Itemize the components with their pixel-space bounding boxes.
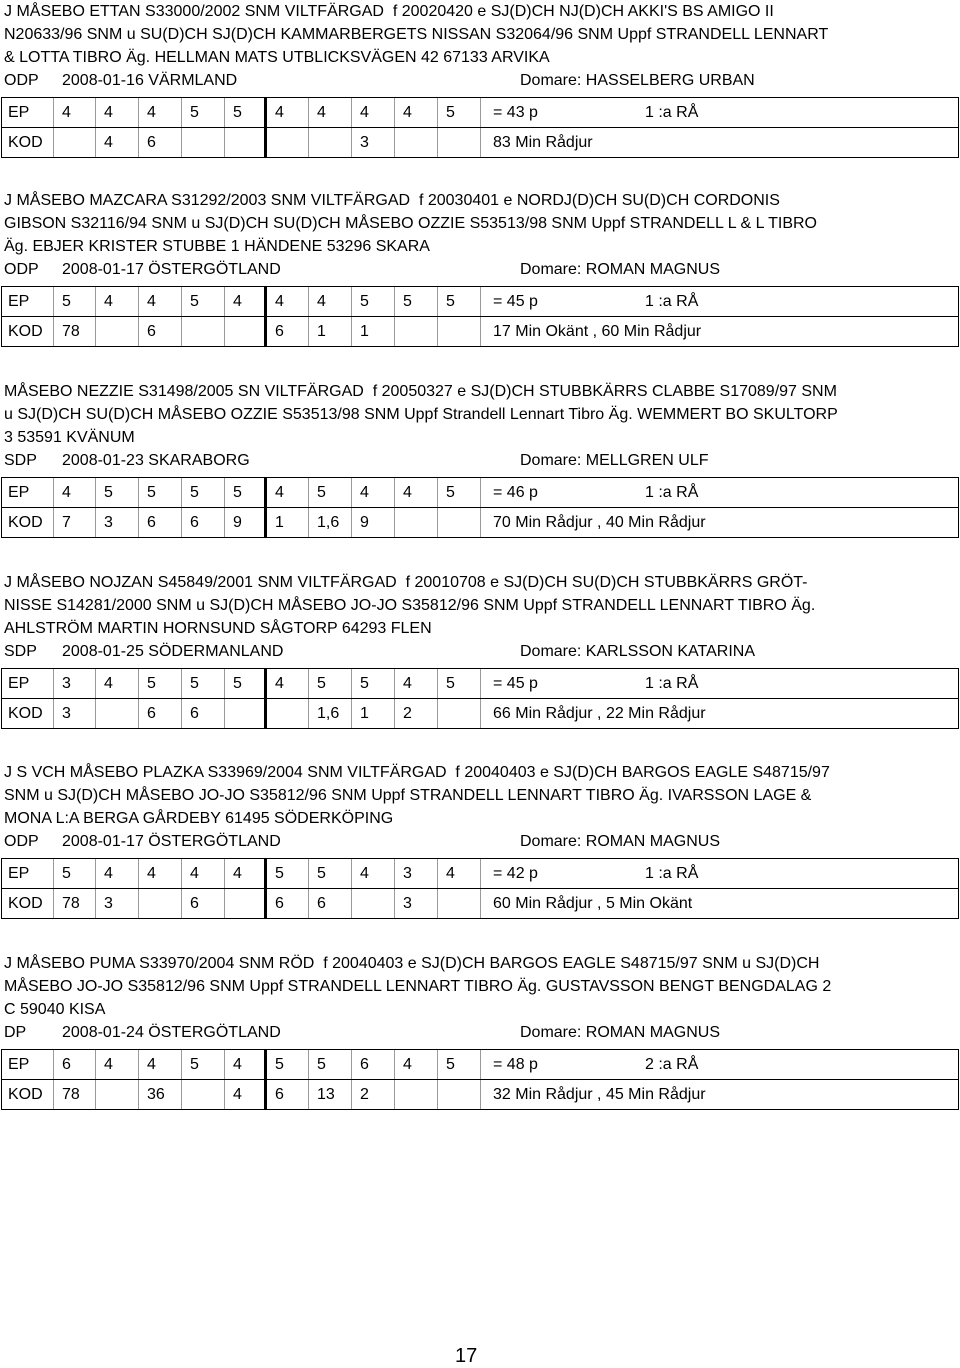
score-cell: 4 [96,128,139,158]
ep-summary-cell [481,669,959,699]
score-cell: 2 [352,1080,395,1110]
score-cell: 3 [395,889,438,919]
score-cell [395,128,438,158]
score-cell: 5 [225,98,266,128]
score-cell: 5 [309,1050,352,1080]
row-label: EP [2,287,54,317]
score-cell: 5 [225,669,266,699]
ep-total: = 43 p [493,103,538,121]
score-cell: 1 [352,317,395,347]
score-cell: 5 [266,1050,309,1080]
dog-result-entry [0,380,960,538]
score-cell: 4 [395,478,438,508]
score-cell: 5 [225,478,266,508]
score-cell: 5 [139,478,182,508]
score-cell [225,699,266,729]
judge-name: Domare: KARLSSON KATARINA [520,643,756,660]
score-cell: 13 [309,1080,352,1110]
score-cell: 4 [225,1080,266,1110]
score-cell: 4 [54,98,96,128]
score-cell: 5 [309,859,352,889]
score-cell: 4 [96,859,139,889]
score-cell [266,699,309,729]
score-cell: 5 [309,478,352,508]
kod-row [2,508,959,538]
score-cell: 4 [352,478,395,508]
score-cell [182,317,225,347]
judge-name: Domare: ROMAN MAGNUS [520,833,721,850]
ep-row [2,1050,959,1080]
score-cell: 5 [54,287,96,317]
row-label: EP [2,669,54,699]
score-cell: 4 [352,98,395,128]
score-cell [438,128,481,158]
score-cell: 5 [309,669,352,699]
trial-class: SDP [4,452,37,469]
score-cell: 4 [182,859,225,889]
score-cell: 5 [352,287,395,317]
kod-note: 66 Min Rådjur , 22 Min Rådjur [481,699,959,729]
row-label: EP [2,98,54,128]
ep-row [2,478,959,508]
score-cell [352,889,395,919]
judge-name: Domare: ROMAN MAGNUS [520,1024,721,1041]
score-cell: 4 [266,287,309,317]
score-cell: 5 [438,669,481,699]
score-cell: 9 [352,508,395,538]
score-cell: 6 [139,128,182,158]
judge-name: Domare: ROMAN MAGNUS [520,261,721,278]
score-cell: 3 [54,699,96,729]
score-cell: 5 [182,669,225,699]
dog-pedigree-text: J MÅSEBO NOJZAN S45849/2001 SNM VILTFÄRGAD f 20010708 e SJ(D)CH SU(D)CH STUBBKÄRRS GRÖT- NISSE S14281/2000 SNM u SJ(D)CH MÅSEBO JO-JO S35812/96 SNM Uppf STRANDELL LENNART TIBRO Äg. AHLSTRÖM MARTIN HORNSUND SÅGTORP 64293 FLEN [4,574,816,637]
ep-summary-cell [481,1050,959,1080]
trial-date-region: 2008-01-23 SKARABORG [62,452,250,469]
score-cell [182,1080,225,1110]
score-cell [96,317,139,347]
score-cell: 4 [139,98,182,128]
score-cell: 3 [54,669,96,699]
score-cell: 5 [438,1050,481,1080]
score-table [1,1049,959,1110]
row-label: KOD [2,317,54,347]
score-cell: 4 [266,478,309,508]
dog-result-entry [0,0,960,158]
score-cell: 1 [309,317,352,347]
score-cell: 6 [266,317,309,347]
score-cell: 1,6 [309,508,352,538]
score-cell: 4 [395,1050,438,1080]
score-cell: 4 [139,859,182,889]
kod-note: 70 Min Rådjur , 40 Min Rådjur [481,508,959,538]
score-cell: 4 [54,478,96,508]
score-cell: 78 [54,889,96,919]
score-cell [395,317,438,347]
score-cell [96,1080,139,1110]
score-cell [395,508,438,538]
score-cell [225,889,266,919]
score-cell: 5 [438,478,481,508]
score-cell: 4 [96,1050,139,1080]
score-cell [395,1080,438,1110]
score-cell: 3 [395,859,438,889]
score-cell: 4 [139,1050,182,1080]
score-cell [266,128,309,158]
score-cell: 6 [182,889,225,919]
dog-result-entry [0,189,960,347]
trial-date-region: 2008-01-24 ÖSTERGÖTLAND [62,1024,281,1041]
score-cell: 4 [96,669,139,699]
score-cell: 2 [395,699,438,729]
score-cell: 1 [352,699,395,729]
score-cell [182,128,225,158]
score-cell: 5 [182,1050,225,1080]
trial-meta-row [0,830,960,853]
trial-date-region: 2008-01-16 VÄRMLAND [62,72,238,89]
ep-total: = 48 p [493,1055,538,1073]
score-cell: 4 [96,98,139,128]
score-cell: 1 [266,508,309,538]
kod-row [2,699,959,729]
score-cell: 6 [182,699,225,729]
score-cell: 4 [139,287,182,317]
trial-date-region: 2008-01-17 ÖSTERGÖTLAND [62,261,281,278]
score-table [1,286,959,347]
ep-summary-cell [481,98,959,128]
trial-meta-row [0,1021,960,1044]
score-table [1,668,959,729]
score-cell [139,889,182,919]
ep-prize: 1 :a RÅ [645,483,699,501]
ep-row [2,669,959,699]
score-table [1,97,959,158]
judge-name: Domare: HASSELBERG URBAN [520,72,755,89]
score-cell [309,128,352,158]
ep-total: = 45 p [493,292,538,310]
score-cell: 9 [225,508,266,538]
trial-class: ODP [4,261,39,278]
score-cell: 36 [139,1080,182,1110]
ep-prize: 1 :a RÅ [645,103,699,121]
score-cell: 4 [309,287,352,317]
score-cell: 6 [182,508,225,538]
score-cell: 4 [266,98,309,128]
score-cell: 6 [352,1050,395,1080]
score-cell: 6 [266,1080,309,1110]
ep-row [2,859,959,889]
trial-meta-row [0,449,960,472]
trial-class: ODP [4,833,39,850]
kod-row [2,317,959,347]
row-label: KOD [2,699,54,729]
score-cell: 4 [96,287,139,317]
score-cell: 4 [225,287,266,317]
score-cell: 4 [309,98,352,128]
dog-result-entry [0,571,960,729]
score-cell: 6 [54,1050,96,1080]
ep-row [2,287,959,317]
score-cell: 5 [438,287,481,317]
score-cell: 78 [54,1080,96,1110]
score-cell: 5 [266,859,309,889]
score-cell: 5 [352,669,395,699]
kod-note: 83 Min Rådjur [481,128,959,158]
score-cell: 5 [139,669,182,699]
trial-meta-row [0,69,960,92]
dog-pedigree-text: J S VCH MÅSEBO PLAZKA S33969/2004 SNM VILTFÄRGAD f 20040403 e SJ(D)CH BARGOS EAGLE S48715/97 SNM u SJ(D)CH MÅSEBO JO-JO S35812/96 SNM Uppf STRANDELL LENNART TIBRO Äg. IVARSSON LAGE & MONA L:A BERGA GÅRDEBY 61495 SÖDERKÖPING [4,764,830,827]
row-label: KOD [2,1080,54,1110]
ep-prize: 1 :a RÅ [645,292,699,310]
dog-result-entry [0,952,960,1110]
kod-row [2,128,959,158]
trial-class: ODP [4,72,39,89]
ep-prize: 1 :a RÅ [645,864,699,882]
score-table [1,858,959,919]
ep-summary-cell [481,478,959,508]
row-label: EP [2,1050,54,1080]
score-cell [438,1080,481,1110]
score-cell: 1,6 [309,699,352,729]
page-number: 17 [455,1345,478,1367]
score-cell: 5 [54,859,96,889]
score-cell: 5 [395,287,438,317]
ep-prize: 1 :a RÅ [645,674,699,692]
ep-total: = 46 p [493,483,538,501]
trial-meta-row [0,258,960,281]
score-cell: 4 [266,669,309,699]
score-cell: 5 [438,98,481,128]
ep-total: = 42 p [493,864,538,882]
ep-summary-cell [481,859,959,889]
score-cell [96,699,139,729]
kod-note: 17 Min Okänt , 60 Min Rådjur [481,317,959,347]
score-cell: 3 [96,508,139,538]
ep-summary-cell [481,287,959,317]
score-cell: 4 [395,669,438,699]
row-label: KOD [2,128,54,158]
row-label: EP [2,859,54,889]
score-cell: 4 [395,98,438,128]
dog-pedigree-text: J MÅSEBO PUMA S33970/2004 SNM RÖD f 20040403 e SJ(D)CH BARGOS EAGLE S48715/97 SNM u SJ(D)CH MÅSEBO JO-JO S35812/96 SNM Uppf STRANDELL LENNART TIBRO Äg. GUSTAVSSON BENGT BENGDALAG 2 C 59040 KISA [4,955,832,1018]
score-cell [438,889,481,919]
score-cell: 5 [182,287,225,317]
score-cell: 6 [139,508,182,538]
row-label: KOD [2,889,54,919]
kod-note: 32 Min Rådjur , 45 Min Rådjur [481,1080,959,1110]
row-label: KOD [2,508,54,538]
trial-class: DP [4,1024,27,1041]
dog-pedigree-text: J MÅSEBO ETTAN S33000/2002 SNM VILTFÄRGAD f 20020420 e SJ(D)CH NJ(D)CH AKKI'S BS AMIGO II N20633/96 SNM u SU(D)CH SJ(D)CH KAMMARBERGETS NISSAN S32064/96 SNM Uppf STRANDELL LENNART & LOTTA TIBRO Äg. HELLMAN MATS UTBLICKSVÄGEN 42 67133 ARVIKA [4,3,829,66]
score-cell: 78 [54,317,96,347]
kod-note: 60 Min Rådjur , 5 Min Okänt [481,889,959,919]
score-cell: 6 [139,317,182,347]
score-cell [54,128,96,158]
score-cell: 4 [352,859,395,889]
score-cell: 6 [139,699,182,729]
score-cell [438,317,481,347]
kod-row [2,1080,959,1110]
score-cell: 5 [182,478,225,508]
trial-date-region: 2008-01-25 SÖDERMANLAND [62,643,284,660]
score-cell: 3 [96,889,139,919]
trial-class: SDP [4,643,37,660]
dog-pedigree-text: J MÅSEBO MAZCARA S31292/2003 SNM VILTFÄRGAD f 20030401 e NORDJ(D)CH SU(D)CH CORDONIS GIBSON S32116/94 SNM u SJ(D)CH SU(D)CH MÅSEBO OZZIE S53513/98 SNM Uppf STRANDELL L & L TIBRO Äg. EBJER KRISTER STUBBE 1 HÄNDENE 53296 SKARA [4,192,817,255]
score-cell: 7 [54,508,96,538]
ep-row [2,98,959,128]
score-cell: 4 [225,859,266,889]
score-table [1,477,959,538]
judge-name: Domare: MELLGREN ULF [520,452,709,469]
row-label: EP [2,478,54,508]
ep-total: = 45 p [493,674,538,692]
score-cell [438,699,481,729]
score-cell: 3 [352,128,395,158]
kod-row [2,889,959,919]
score-cell: 4 [438,859,481,889]
score-cell: 4 [225,1050,266,1080]
score-cell: 5 [96,478,139,508]
dog-pedigree-text: MÅSEBO NEZZIE S31498/2005 SN VILTFÄRGAD f 20050327 e SJ(D)CH STUBBKÄRRS CLABBE S17089/97 SNM u SJ(D)CH SU(D)CH MÅSEBO OZZIE S53513/98 SNM Uppf Strandell Lennart Tibro Äg. WEMMERT BO SKULTORP 3 53591 KVÄNUM [4,383,838,446]
score-cell: 5 [182,98,225,128]
score-cell [225,317,266,347]
ep-prize: 2 :a RÅ [645,1055,699,1073]
score-cell [438,508,481,538]
dog-result-entry [0,761,960,919]
trial-meta-row [0,640,960,663]
score-cell: 6 [309,889,352,919]
trial-date-region: 2008-01-17 ÖSTERGÖTLAND [62,833,281,850]
score-cell [225,128,266,158]
score-cell: 6 [266,889,309,919]
